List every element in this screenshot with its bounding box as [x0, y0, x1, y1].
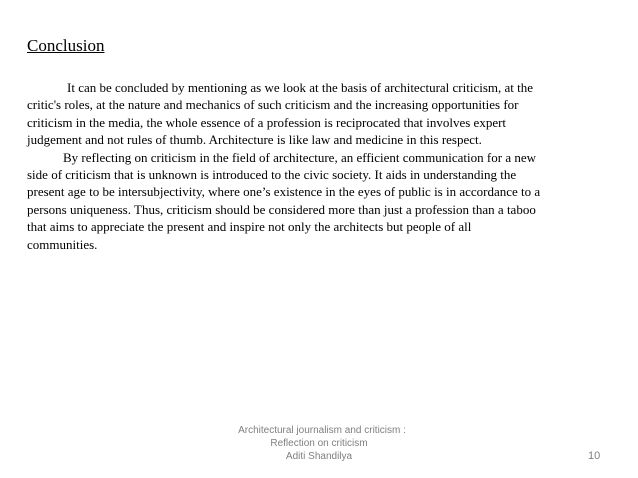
paragraph-2-line-5: that aims to appreciate the present and inspire not only the architects but people of all [27, 219, 472, 235]
paragraph-2-line-2: side of criticism that is unknown is introduced to the civic society. It aids in understanding the [27, 167, 517, 183]
footer-author: Aditi Shandilya [285, 451, 353, 462]
footer-subtitle: Reflection on criticism [270, 438, 368, 449]
paragraph-2-line-3: present age to be intersubjectivity, where one’s existence in the eyes of public is in accordance to a [27, 184, 541, 200]
paragraph-2-line-1: By reflecting on criticism in the field of architecture, an efficient communication for a new [63, 149, 536, 165]
slide-footer [0, 424, 638, 463]
slide-title: Conclusion [27, 36, 105, 55]
paragraph-1-line-3: criticism in the media, the whole essence of a profession is reciprocated that involves expert [27, 114, 507, 130]
page-number: 10 [588, 450, 601, 462]
slide-body [27, 79, 602, 253]
footer-course-title: Architectural journalism and criticism : [238, 425, 406, 436]
paragraph-1-line-4: judgement and not rules of thumb. Architecture is like law and medicine in this respect. [27, 132, 482, 148]
paragraph-1-line-1: It can be concluded by mentioning as we look at the basis of architectural criticism, at the [67, 80, 534, 95]
paragraph-2-line-4: persons uniqueness. Thus, criticism should be considered more than just a profession than a taboo [27, 201, 536, 217]
paragraph-2-line-6: communities. [27, 236, 98, 252]
paragraph-1-line-2: critic's roles, at the nature and mechanics of such criticism and the increasing opportunities for [27, 97, 519, 113]
